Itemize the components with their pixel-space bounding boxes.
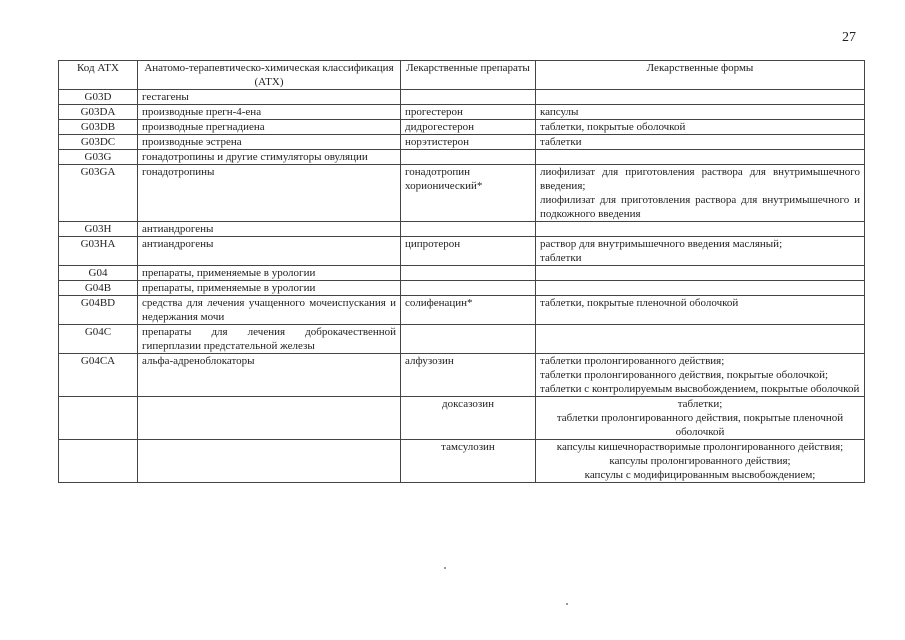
- row-preparation: алфузозин: [401, 354, 536, 397]
- table-row: [59, 440, 865, 483]
- row-preparation: норэтистерон: [401, 135, 536, 150]
- row-forms: [536, 281, 865, 296]
- form-line: капсулы пролонгированного действия;: [609, 455, 791, 467]
- row-classification: препараты, применяемые в урологии: [138, 266, 401, 281]
- row-code: G04B: [59, 281, 138, 296]
- table-row: [59, 150, 865, 165]
- row-code: G03D: [59, 90, 138, 105]
- row-preparation: солифенацин*: [401, 296, 536, 325]
- row-code: G03GA: [59, 165, 138, 222]
- scan-speck: [566, 603, 568, 605]
- row-preparation: [401, 266, 536, 281]
- row-forms: [536, 135, 865, 150]
- table-row: [59, 165, 865, 222]
- row-forms: [536, 397, 865, 440]
- row-code: G04: [59, 266, 138, 281]
- table-row: [59, 222, 865, 237]
- form-line: таблетки пролонгированного действия, покрытые оболочкой;: [540, 369, 829, 381]
- row-classification: препараты, применяемые в урологии: [138, 281, 401, 296]
- row-classification: препараты для лечения доброкачественной гиперплазии предстательной железы: [138, 325, 401, 354]
- table-row: [59, 325, 865, 354]
- table-row: [59, 266, 865, 281]
- row-classification: антиандрогены: [138, 237, 401, 266]
- row-classification: альфа-адреноблокаторы: [138, 354, 401, 397]
- row-preparation: [401, 90, 536, 105]
- row-forms: [536, 105, 865, 120]
- form-line: таблетки пролонгированного действия, покрытые пленочной оболочкой: [556, 412, 844, 438]
- row-classification: антиандрогены: [138, 222, 401, 237]
- row-forms: [536, 325, 865, 354]
- row-forms: [536, 150, 865, 165]
- row-preparation: [401, 150, 536, 165]
- row-forms: [536, 90, 865, 105]
- page-number: 27: [842, 30, 856, 45]
- table-row: [59, 354, 865, 397]
- row-preparation: [401, 325, 536, 354]
- row-classification: гонадотропины: [138, 165, 401, 222]
- form-line: таблетки;: [677, 398, 723, 410]
- row-classification: средства для лечения учащенного мочеиспускания и недержания мочи: [138, 296, 401, 325]
- table-row: [59, 90, 865, 105]
- table-row: [59, 397, 865, 440]
- row-preparation: ципротерон: [401, 237, 536, 266]
- form-line: таблетки с контролируемым высвобождением, покрытые оболочкой: [540, 383, 860, 395]
- row-forms: [536, 266, 865, 281]
- row-preparation: доксазозин: [401, 397, 536, 440]
- row-forms: [536, 165, 865, 222]
- row-code: G04CA: [59, 354, 138, 397]
- row-code: G03G: [59, 150, 138, 165]
- form-line: таблетки, покрытые оболочкой: [540, 121, 686, 133]
- table-header-row: [59, 61, 865, 90]
- form-line: лиофилизат для приготовления раствора для внутримышечного введения;: [540, 166, 860, 192]
- row-code: G03H: [59, 222, 138, 237]
- row-preparation: [401, 281, 536, 296]
- form-line: таблетки пролонгированного действия;: [540, 355, 725, 367]
- form-line: лиофилизат для приготовления раствора для внутримышечного и подкожного введения: [540, 194, 860, 220]
- form-line: таблетки: [540, 136, 582, 148]
- table-row: [59, 296, 865, 325]
- row-classification: производные прегнадиена: [138, 120, 401, 135]
- form-line: капсулы с модифицированным высвобождением;: [584, 469, 816, 481]
- header-forms: Лекарственные формы: [536, 61, 865, 90]
- row-classification: [138, 397, 401, 440]
- table-row: [59, 281, 865, 296]
- form-line: капсулы: [540, 106, 579, 118]
- row-code: G03HA: [59, 237, 138, 266]
- row-code: G03DB: [59, 120, 138, 135]
- row-forms: [536, 120, 865, 135]
- scan-speck: [444, 567, 446, 569]
- row-preparation: прогестерон: [401, 105, 536, 120]
- table-row: [59, 237, 865, 266]
- form-line: капсулы кишечнорастворимые пролонгированного действия;: [556, 441, 844, 453]
- row-preparation: дидрогестерон: [401, 120, 536, 135]
- header-classification: Анатомо-терапевтическо-химическая классификация (АТХ): [138, 61, 401, 90]
- table-row: [59, 120, 865, 135]
- form-line: раствор для внутримышечного введения масляный;: [540, 238, 783, 250]
- table-row: [59, 135, 865, 150]
- row-forms: [536, 222, 865, 237]
- row-code: G03DC: [59, 135, 138, 150]
- form-line: таблетки: [540, 252, 582, 264]
- row-preparation: [401, 222, 536, 237]
- row-code: G04BD: [59, 296, 138, 325]
- row-code: G03DA: [59, 105, 138, 120]
- row-code: [59, 440, 138, 483]
- row-classification: гестагены: [138, 90, 401, 105]
- header-code: Код АТХ: [59, 61, 138, 90]
- row-classification: гонадотропины и другие стимуляторы овуляции: [138, 150, 401, 165]
- row-classification: производные прегн-4-ена: [138, 105, 401, 120]
- row-code: [59, 397, 138, 440]
- header-preparations: Лекарственные препараты: [401, 61, 536, 90]
- row-classification: производные эстрена: [138, 135, 401, 150]
- row-classification: [138, 440, 401, 483]
- form-line: таблетки, покрытые пленочной оболочкой: [540, 297, 739, 309]
- row-preparation: гонадотропин хорионический*: [401, 165, 536, 222]
- row-forms: [536, 354, 865, 397]
- row-forms: [536, 296, 865, 325]
- row-code: G04C: [59, 325, 138, 354]
- row-preparation: тамсулозин: [401, 440, 536, 483]
- row-forms: [536, 440, 865, 483]
- table-row: [59, 105, 865, 120]
- row-forms: [536, 237, 865, 266]
- atx-table: [58, 60, 865, 483]
